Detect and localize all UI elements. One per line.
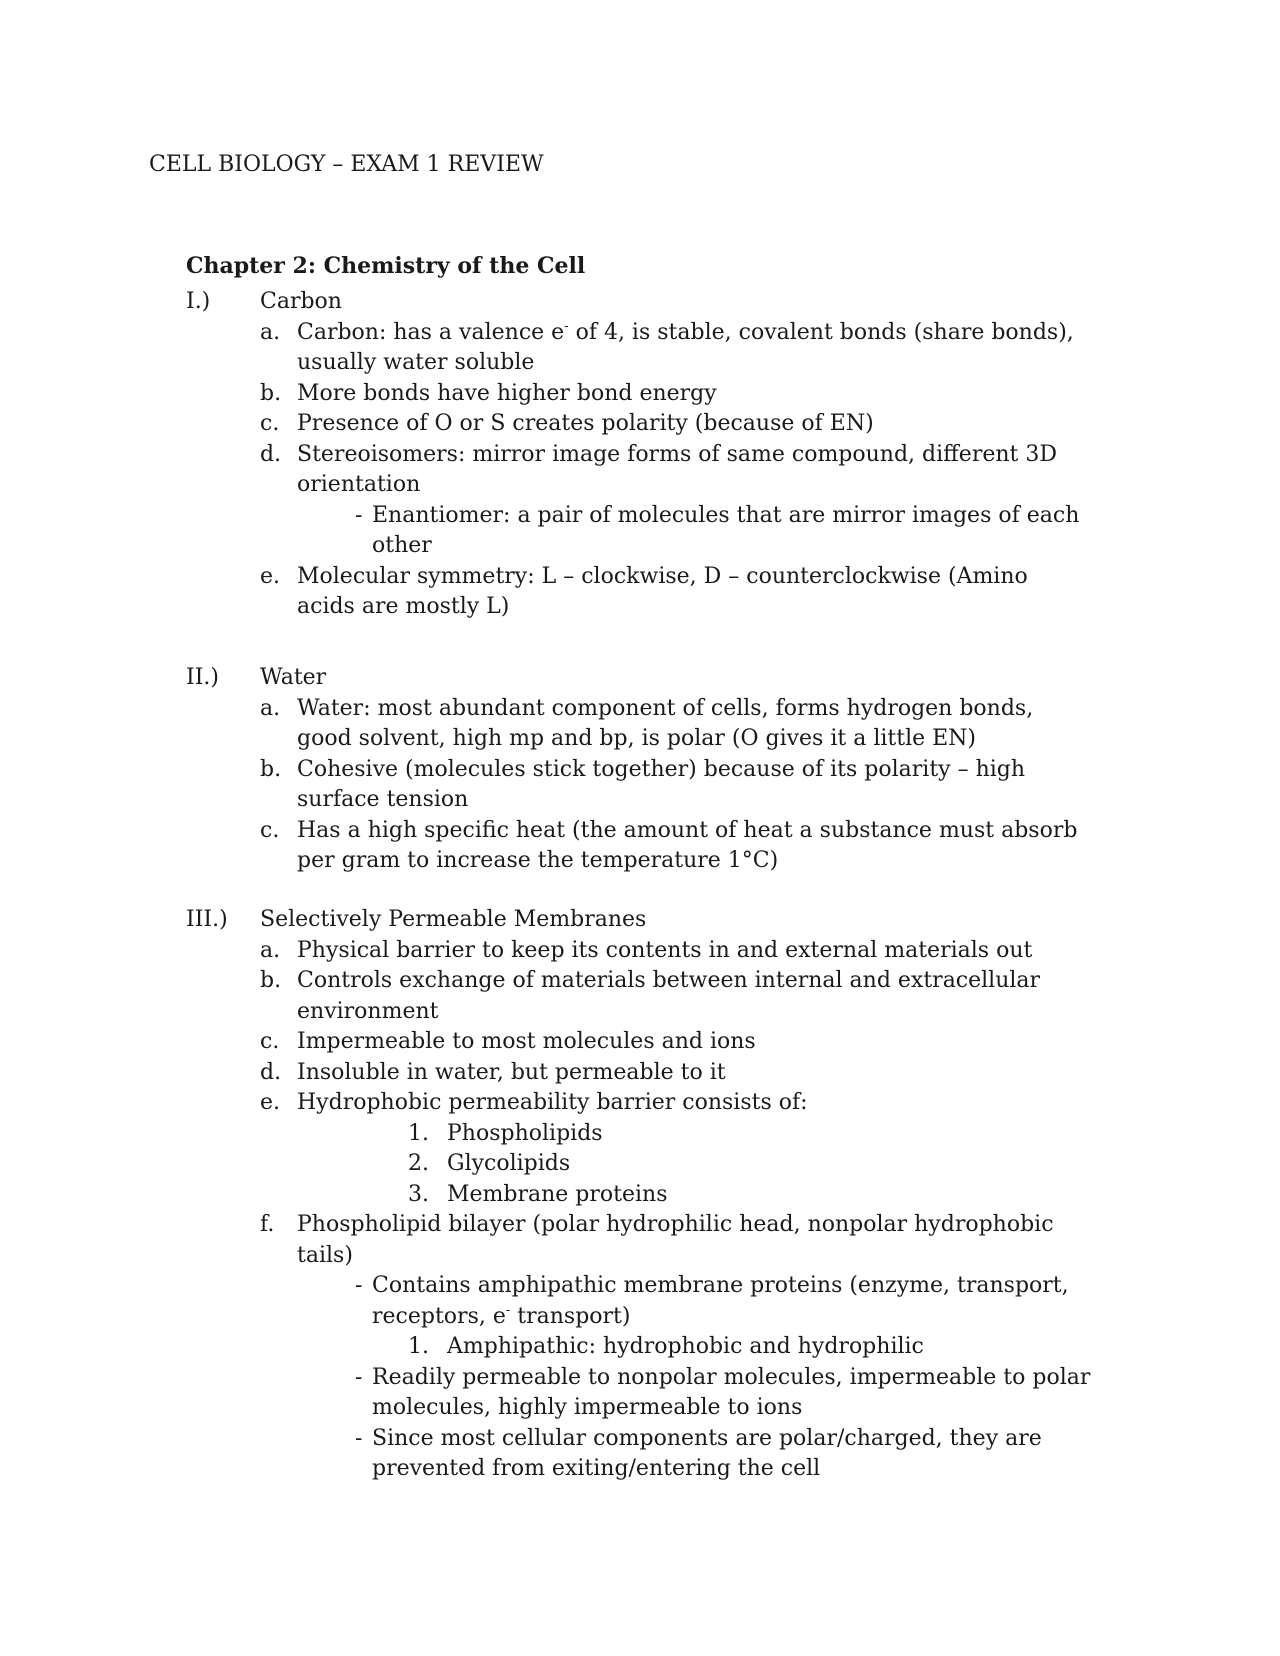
list-item (186, 694, 1146, 725)
item-text: Readily permeable to nonpolar molecules, impermeable to polar (372, 1364, 1091, 1390)
item-text: Water: most abundant component of cells, forms hydrogen bonds, (297, 695, 1034, 721)
item-text: Enantiomer: a pair of molecules that are mirror images of each (372, 502, 1080, 528)
document-title: CELL BIOLOGY – EXAM 1 REVIEW (149, 152, 544, 177)
section-water (186, 663, 1146, 877)
item-text: Stereoisomers: mirror image forms of same compound, different 3D (297, 441, 1057, 467)
dash-item (186, 1271, 1146, 1302)
section-numeral: II.) (186, 665, 219, 690)
number-marker: 2. (408, 1151, 429, 1176)
item-text: environment (297, 998, 439, 1024)
numbered-item (186, 1332, 1146, 1363)
item-text: Insoluble in water, but permeable to it (297, 1059, 726, 1085)
item-text: per gram to increase the temperature 1°C) (297, 848, 779, 873)
section-title: Selectively Permeable Membranes (260, 907, 647, 932)
list-item-continuation (186, 997, 1146, 1028)
item-text: tails) (297, 1242, 353, 1268)
superscript: - (505, 1302, 511, 1318)
section-title: Carbon (260, 289, 342, 314)
item-text: Impermeable to most molecules and ions (297, 1029, 756, 1054)
list-item (186, 936, 1146, 967)
item-text: Membrane proteins (447, 1181, 668, 1207)
numbered-item (186, 1119, 1146, 1150)
list-item (186, 440, 1146, 471)
item-marker: c. (260, 1029, 280, 1054)
item-marker: d. (260, 1059, 282, 1085)
section-carbon (186, 287, 1146, 623)
section-heading (186, 905, 1146, 936)
item-text: other (372, 533, 432, 558)
item-text: receptors, e- transport) (372, 1302, 631, 1329)
number-marker: 1. (408, 1334, 429, 1359)
dash-marker: - (355, 1425, 363, 1451)
item-text: Contains amphipathic membrane proteins (enzyme, transport, (372, 1273, 1069, 1298)
list-item (186, 1027, 1146, 1058)
item-text: orientation (297, 472, 421, 497)
item-text: usually water soluble (297, 350, 535, 375)
item-text: Cohesive (molecules stick together) because of its polarity – high (297, 756, 1026, 782)
section-heading (186, 663, 1146, 694)
item-text: Molecular symmetry: L – clockwise, D – counterclockwise (Amino (297, 563, 1028, 589)
list-item (186, 1088, 1146, 1119)
list-item-continuation (186, 724, 1146, 755)
dash-item-continuation (186, 1302, 1146, 1333)
item-marker: a. (260, 695, 281, 721)
item-text: good solvent, high mp and bp, is polar (O gives it a little EN) (297, 726, 977, 751)
item-marker: c. (260, 411, 280, 436)
number-marker: 1. (408, 1120, 429, 1146)
item-text: surface tension (297, 787, 469, 812)
list-item (186, 816, 1146, 847)
item-text: Carbon: has a valence e- of 4, is stable, covalent bonds (share bonds), (297, 318, 1074, 345)
item-marker: a. (260, 319, 281, 345)
dash-item-continuation (186, 1454, 1146, 1485)
numbered-item (186, 1149, 1146, 1180)
section-numeral: III.) (186, 907, 228, 932)
dash-item-continuation (186, 1393, 1146, 1424)
item-text: Glycolipids (447, 1151, 571, 1176)
list-item (186, 966, 1146, 997)
dash-item (186, 501, 1146, 532)
list-item (186, 562, 1146, 593)
item-text: prevented from exiting/entering the cell (372, 1456, 821, 1481)
item-marker: b. (260, 380, 282, 406)
list-item-continuation (186, 592, 1146, 623)
item-marker: b. (260, 968, 282, 993)
item-text: Amphipathic: hydrophobic and hydrophilic (447, 1334, 924, 1359)
list-item-continuation (186, 348, 1146, 379)
chapter-heading: Chapter 2: Chemistry of the Cell (186, 253, 586, 279)
section-title: Water (260, 665, 327, 690)
dash-item (186, 1424, 1146, 1455)
list-item (186, 1058, 1146, 1089)
item-text: acids are mostly L) (297, 594, 510, 619)
item-text: Phospholipid bilayer (polar hydrophilic head, nonpolar hydrophobic (297, 1212, 1054, 1237)
item-text: Has a high specific heat (the amount of heat a substance must absorb (297, 817, 1078, 843)
section-numeral: I.) (186, 289, 211, 314)
item-text: More bonds have higher bond energy (297, 380, 717, 406)
list-item-continuation (186, 1241, 1146, 1272)
number-marker: 3. (408, 1181, 429, 1207)
item-marker: f. (260, 1212, 275, 1237)
item-marker: b. (260, 756, 282, 782)
item-marker: e. (260, 563, 281, 589)
dash-marker: - (355, 502, 363, 528)
section-membranes (186, 905, 1146, 1485)
list-item (186, 379, 1146, 410)
item-marker: d. (260, 441, 282, 467)
item-text: Physical barrier to keep its contents in and external materials out (297, 937, 1033, 963)
item-marker: a. (260, 937, 281, 963)
item-text: Since most cellular components are polar/charged, they are (372, 1425, 1042, 1451)
dash-marker: - (355, 1364, 363, 1390)
item-marker: e. (260, 1090, 281, 1115)
item-text: Phospholipids (447, 1120, 603, 1146)
list-item (186, 755, 1146, 786)
item-text: Presence of O or S creates polarity (because of EN) (297, 411, 874, 436)
dash-marker: - (355, 1273, 363, 1298)
superscript: - (564, 318, 569, 334)
list-item (186, 1210, 1146, 1241)
numbered-item (186, 1180, 1146, 1211)
dash-item (186, 1363, 1146, 1394)
section-heading (186, 287, 1146, 318)
item-text: Controls exchange of materials between internal and extracellular (297, 968, 1041, 993)
list-item-continuation (186, 785, 1146, 816)
dash-item-continuation (186, 531, 1146, 562)
item-text: Hydrophobic permeability barrier consists of: (297, 1090, 808, 1115)
item-text: molecules, highly impermeable to ions (372, 1395, 803, 1420)
list-item (186, 318, 1146, 349)
list-item-continuation (186, 470, 1146, 501)
list-item (186, 409, 1146, 440)
list-item-continuation (186, 846, 1146, 877)
item-marker: c. (260, 817, 280, 843)
